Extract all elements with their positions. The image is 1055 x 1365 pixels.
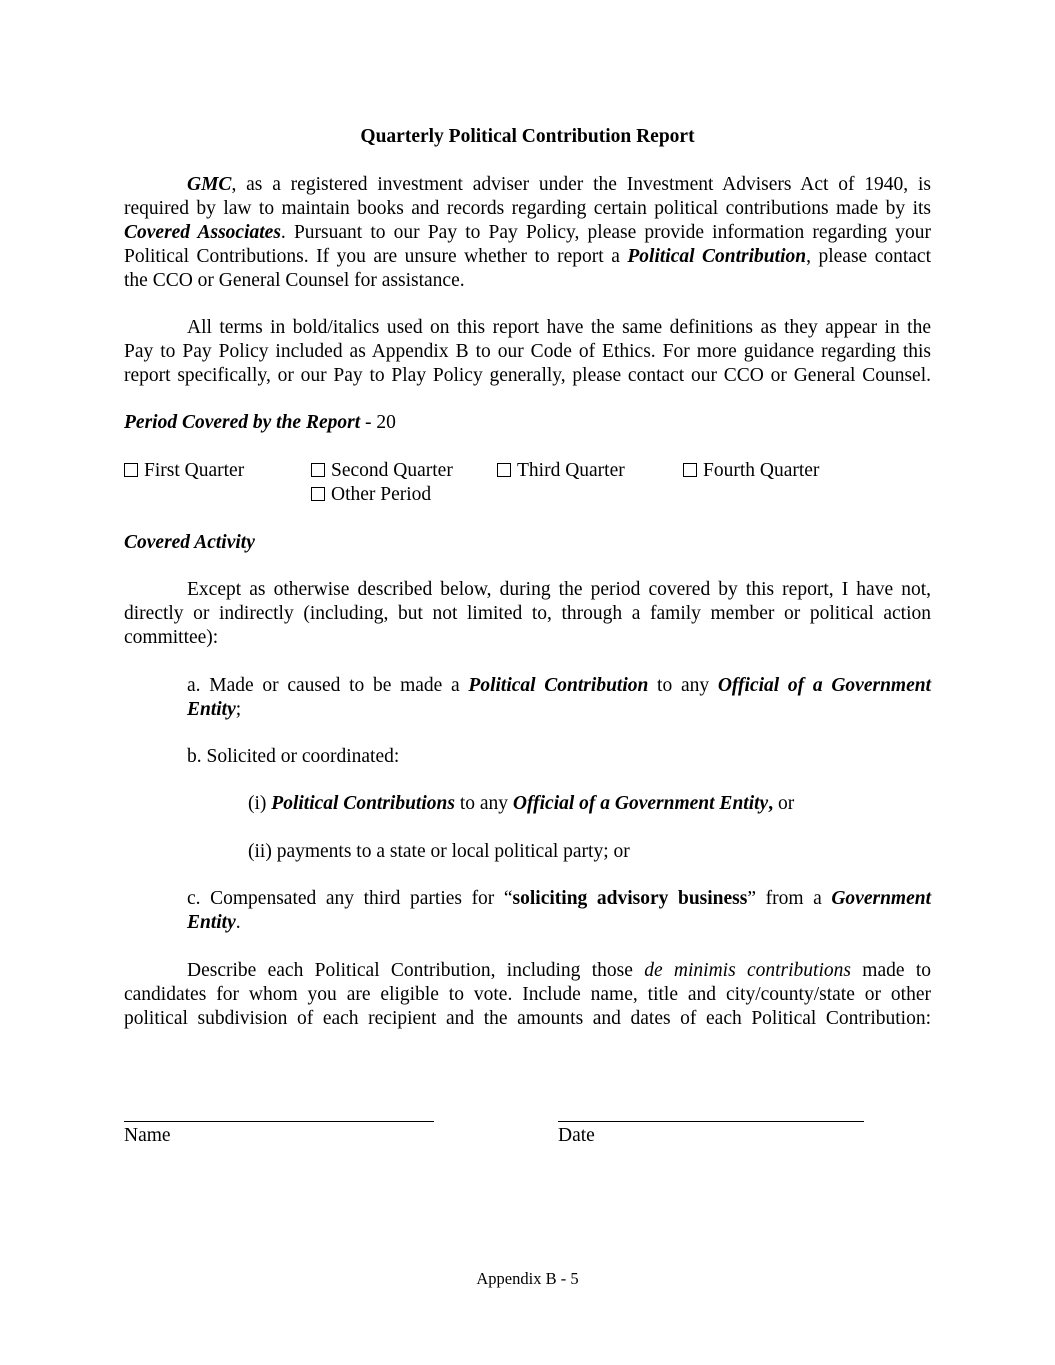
item-a-line-1: a. Made or caused to be made a Political Contribution to any Official of a Government	[187, 675, 932, 696]
item-a-line-2: Entity;	[187, 699, 242, 720]
covered-activity-heading: Covered Activity	[124, 532, 255, 553]
option-third-quarter[interactable]: Third Quarter	[497, 459, 625, 483]
item-c-line-2: Entity.	[187, 912, 241, 933]
term-gmc: GMC	[187, 174, 232, 195]
date-label: Date	[558, 1125, 595, 1146]
describe-line-2: candidates for whom you are eligible to vote. Include name, title and city/county/state or other	[124, 984, 931, 1005]
page-title: Quarterly Political Contribution Report	[360, 126, 695, 147]
item-b-ii: (ii) payments to a state or local political party; or	[248, 841, 630, 862]
intro-line-3: Covered Associates. Pursuant to our Pay to Pay Policy, please provide information regarding your	[124, 222, 931, 243]
period-label: Period Covered by the Report - 20	[124, 412, 396, 433]
option-second-quarter[interactable]: Second Quarter	[311, 459, 453, 483]
term-covered-associates: Covered Associates	[124, 222, 281, 243]
terms-line-2: Pay to Pay Policy included as Appendix B to our Code of Ethics. For more guidance regarding this	[124, 341, 931, 362]
intro-line-5: the CCO or General Counsel for assistance.	[124, 270, 465, 291]
activity-line-3: committee):	[124, 627, 219, 648]
describe-line-1: Describe each Political Contribution, including those de minimis contributions made to	[187, 960, 931, 981]
option-first-quarter[interactable]: First Quarter	[124, 459, 244, 483]
name-signature-line[interactable]	[124, 1121, 434, 1122]
activity-line-1: Except as otherwise described below, during the period covered by this report, I have not,	[187, 579, 931, 600]
checkbox-icon[interactable]	[124, 463, 138, 477]
term-political-contribution: Political Contribution	[627, 246, 807, 267]
intro-line-4: Political Contributions. If you are unsure whether to report a Political Contribution, please contact	[124, 246, 931, 267]
item-b: b. Solicited or coordinated:	[187, 746, 400, 767]
checkbox-icon[interactable]	[311, 487, 325, 501]
option-fourth-quarter[interactable]: Fourth Quarter	[683, 459, 819, 483]
intro-line-2: required by law to maintain books and records regarding certain political contributions made by its	[124, 198, 931, 219]
date-signature-line[interactable]	[558, 1121, 864, 1122]
option-other-period[interactable]: Other Period	[311, 483, 431, 507]
checkbox-icon[interactable]	[311, 463, 325, 477]
describe-line-3: political subdivision of each recipient and the amounts and dates of each Political Contribution:	[124, 1008, 931, 1029]
item-b-i: (i) Political Contributions to any Official of a Government Entity, or	[248, 793, 795, 814]
terms-line-1: All terms in bold/italics used on this report have the same definitions as they appear in the	[187, 317, 931, 338]
intro-line-1: GMC, as a registered investment adviser under the Investment Advisers Act of 1940, is	[187, 174, 931, 195]
page-footer: Appendix B - 5	[476, 1269, 579, 1288]
name-label: Name	[124, 1125, 171, 1146]
item-c-line-1: c. Compensated any third parties for “soliciting advisory business” from a Government	[187, 888, 932, 909]
checkbox-icon[interactable]	[497, 463, 511, 477]
checkbox-icon[interactable]	[683, 463, 697, 477]
activity-line-2: directly or indirectly (including, but not limited to, through a family member or political action	[124, 603, 931, 624]
terms-line-3: report specifically, or our Pay to Play Policy generally, please contact our CCO or General Counsel.	[124, 365, 931, 386]
period-year: - 20	[360, 412, 396, 433]
